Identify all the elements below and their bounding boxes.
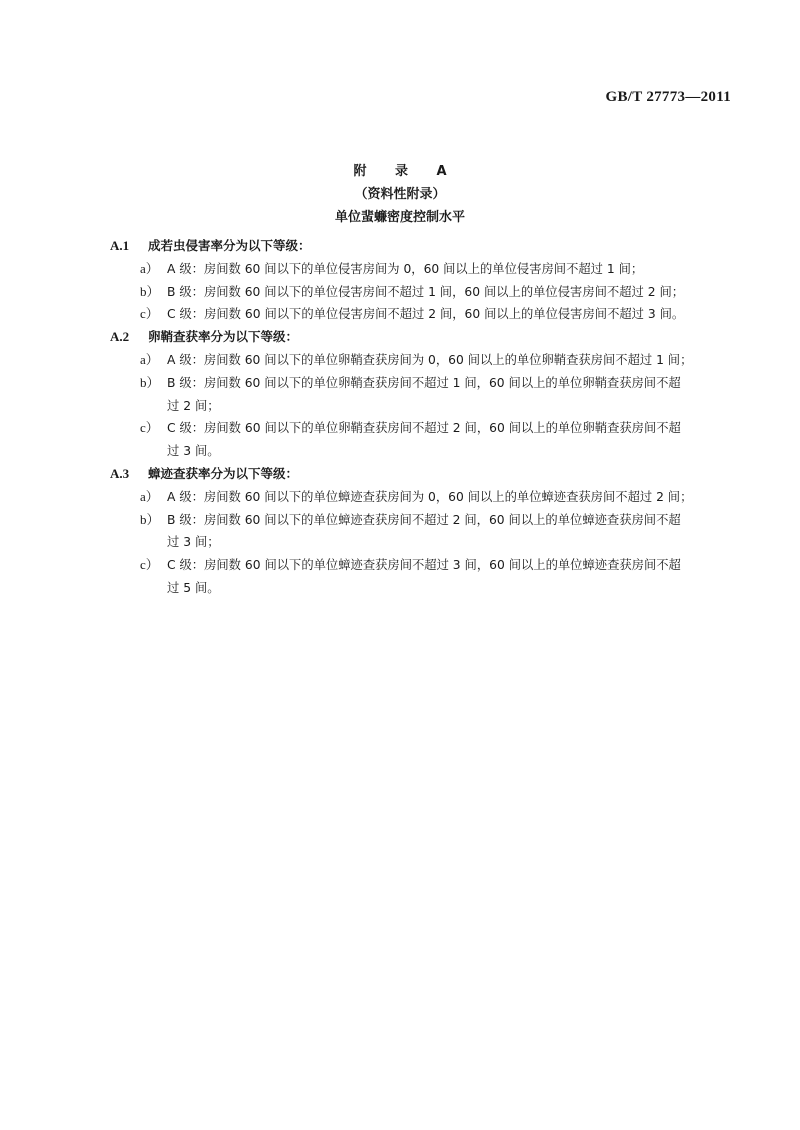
list-marker: b） (140, 283, 160, 299)
list-item-text (167, 417, 740, 463)
section-heading (110, 463, 740, 486)
standard-number: GB/T 27773—2011 (605, 89, 731, 105)
section-a1 (110, 235, 740, 326)
list-item (110, 258, 740, 281)
text-line: C 级：房间数 60 间以下的单位侵害房间不超过 2 间，60 间以上的单位侵害房间不超过 3 间。 (167, 307, 685, 322)
section-a3 (110, 463, 740, 600)
list-item (110, 509, 740, 555)
list-marker: a） (140, 488, 159, 504)
list-marker: c） (140, 306, 159, 322)
section-title: 蟑迹查获率分为以下等级： (148, 465, 299, 481)
list-marker: c） (140, 557, 159, 573)
list-item (110, 417, 740, 463)
section-number: A.2 (110, 329, 130, 345)
text-line: B 级：房间数 60 间以下的单位侵害房间不超过 1 间，60 间以上的单位侵害房间不超过 2 间； (167, 284, 685, 299)
list-marker: b） (140, 511, 160, 527)
section-heading (110, 235, 740, 258)
section-heading (110, 326, 740, 349)
list-item (110, 554, 740, 600)
text-line: A 级：房间数 60 间以下的单位蟑迹查获房间为 0，60 间以上的单位蟑迹查获房间不超过 2 间； (167, 489, 693, 504)
list-marker: c） (140, 420, 159, 436)
list-item (110, 486, 740, 509)
appendix-title-block (0, 160, 800, 229)
list-item (110, 349, 740, 372)
section-number: A.3 (110, 465, 130, 481)
text-line: 过 3 间。 (167, 444, 220, 459)
appendix-nature: （资料性附录） (354, 187, 446, 202)
appendix-title: 单位蜚蠊密度控制水平 (334, 210, 465, 225)
list-item-text (167, 509, 740, 555)
section-title: 卵鞘查获率分为以下等级： (148, 329, 299, 345)
appendix-content (110, 235, 740, 600)
list-item-text (167, 349, 740, 372)
list-item (110, 372, 740, 418)
list-item-text (167, 281, 740, 304)
text-line: 过 3 间； (167, 535, 220, 550)
list-marker: a） (140, 260, 159, 276)
list-item-text (167, 554, 740, 600)
list-marker: b） (140, 374, 160, 390)
text-line: 过 2 间； (167, 398, 220, 413)
text-line: B 级：房间数 60 间以下的单位卵鞘查获房间不超过 1 间，60 间以上的单位卵鞘查获房间不超 (167, 375, 681, 390)
list-item-text (167, 372, 740, 418)
list-item-text (167, 303, 740, 326)
list-item-text (167, 258, 740, 281)
text-line: C 级：房间数 60 间以下的单位蟑迹查获房间不超过 3 间，60 间以上的单位蟑迹查获房间不超 (167, 558, 681, 573)
text-line: B 级：房间数 60 间以下的单位蟑迹查获房间不超过 2 间，60 间以上的单位蟑迹查获房间不超 (167, 512, 681, 527)
list-item-text (167, 486, 740, 509)
list-marker: a） (140, 351, 159, 367)
section-title: 成若虫侵害率分为以下等级： (148, 238, 311, 253)
list-item (110, 303, 740, 326)
section-number: A.1 (110, 238, 130, 253)
text-line: A 级：房间数 60 间以下的单位侵害房间为 0，60 间以上的单位侵害房间不超过 1 间； (167, 261, 644, 276)
text-line: A 级：房间数 60 间以下的单位卵鞘查获房间为 0，60 间以上的单位卵鞘查获房间不超过 1 间； (167, 352, 693, 367)
appendix-label: 附 录 A (353, 164, 459, 179)
text-line: C 级：房间数 60 间以下的单位卵鞘查获房间不超过 2 间，60 间以上的单位卵鞘查获房间不超 (167, 421, 681, 436)
section-a2 (110, 326, 740, 463)
list-item (110, 281, 740, 304)
text-line: 过 5 间。 (167, 580, 220, 595)
